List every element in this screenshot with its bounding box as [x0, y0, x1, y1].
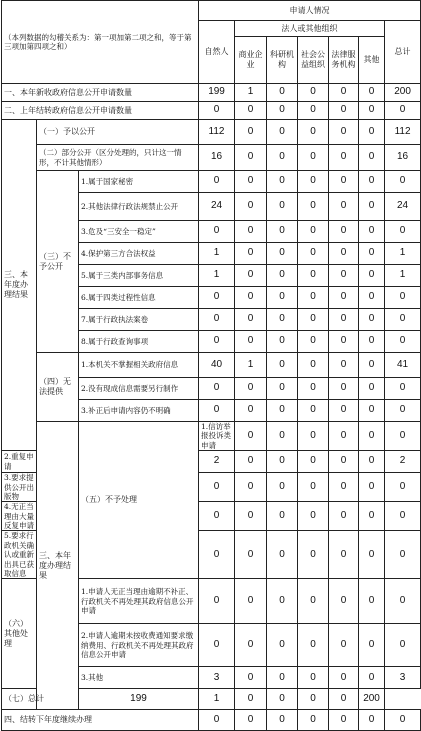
research-value: 0 — [235, 689, 267, 710]
social-value: 0 — [298, 353, 329, 378]
other-value: 0 — [359, 243, 385, 265]
social-value: 0 — [298, 473, 329, 502]
item-label: 3.补正后申请内容仍不明确 — [79, 400, 199, 422]
item-label: 1.属于国家秘密 — [79, 171, 199, 193]
other-value: 0 — [359, 102, 385, 120]
research-value: 0 — [267, 171, 298, 193]
research-value: 0 — [267, 473, 298, 502]
legal-service-value: 0 — [359, 422, 385, 451]
other-value: 0 — [359, 120, 385, 145]
group-label: （五）不予处理 — [79, 422, 199, 579]
social-value: 0 — [267, 689, 298, 710]
natural-value: 40 — [199, 353, 235, 378]
legal-service-value: 0 — [329, 145, 359, 171]
natural-value: 0 — [199, 309, 235, 331]
commercial-value: 0 — [235, 400, 267, 422]
commercial-value: 0 — [235, 171, 267, 193]
natural-value: 0 — [199, 579, 235, 624]
total-value: 0 — [385, 400, 421, 422]
item-label: 1.申请人无正当理由逾期不补正、行政机关不再处理其政府信息公开申请 — [79, 579, 199, 624]
group-label: （六）其他处理 — [2, 579, 37, 689]
total-value: 16 — [385, 145, 421, 171]
total-value: 112 — [385, 120, 421, 145]
other-value: 0 — [359, 353, 385, 378]
legal-service-value: 0 — [329, 667, 359, 689]
legal-service-value: 0 — [329, 378, 359, 400]
total-value: 0 — [385, 502, 421, 531]
total-value: 0 — [385, 710, 421, 731]
item-label: 2.申请人逾期未按收费通知要求缴纳费用、行政机关不再处理其政府信息公开申请 — [79, 624, 199, 667]
total-value: 0 — [385, 624, 421, 667]
table-row — [2, 710, 421, 731]
natural-value: 199 — [79, 689, 199, 710]
other-value: 0 — [359, 667, 385, 689]
other-value: 0 — [359, 84, 385, 102]
other-header: 其他 — [359, 37, 385, 84]
legal-service-value: 0 — [329, 579, 359, 624]
legal-service-value: 0 — [329, 400, 359, 422]
social-value: 0 — [298, 84, 329, 102]
social-value: 0 — [298, 243, 329, 265]
research-value: 0 — [267, 579, 298, 624]
social-header: 社会公益组织 — [298, 37, 329, 84]
research-value: 0 — [267, 451, 298, 473]
other-value: 0 — [359, 378, 385, 400]
commercial-value: 1 — [235, 84, 267, 102]
legal-service-value: 0 — [329, 84, 359, 102]
commercial-value: 0 — [235, 667, 267, 689]
other-value: 0 — [359, 331, 385, 353]
social-value: 0 — [298, 502, 329, 531]
commercial-value: 0 — [235, 120, 267, 145]
research-value: 0 — [267, 624, 298, 667]
commercial-value: 0 — [235, 221, 267, 243]
natural-value: 0 — [199, 624, 235, 667]
legal-service-value: 0 — [329, 120, 359, 145]
row-label: 四、结转下年度继续办理 — [2, 710, 199, 731]
total-value: 41 — [385, 353, 421, 378]
other-value: 0 — [359, 531, 385, 579]
item-label: 6.属于四类过程性信息 — [79, 287, 199, 309]
commercial-value: 0 — [235, 309, 267, 331]
research-value: 0 — [267, 531, 298, 579]
legal-service-value: 0 — [329, 171, 359, 193]
relation-note: （本列数据的勾稽关系为：第一项加第二项之和，等于第三项加第四项之和） — [2, 1, 199, 84]
social-value: 0 — [298, 102, 329, 120]
total-value: 0 — [385, 473, 421, 502]
commercial-value: 0 — [235, 287, 267, 309]
natural-value: 0 — [235, 422, 267, 451]
research-value: 0 — [267, 243, 298, 265]
other-value: 0 — [385, 422, 421, 451]
research-value: 0 — [267, 221, 298, 243]
legal-service-value: 0 — [329, 287, 359, 309]
other-value: 0 — [359, 473, 385, 502]
natural-value: 1 — [199, 243, 235, 265]
table-row — [2, 84, 421, 102]
commercial-value: 0 — [235, 473, 267, 502]
item-label: 1.本机关不掌握相关政府信息 — [79, 353, 199, 378]
total-value: 1 — [385, 243, 421, 265]
natural-value: 0 — [199, 221, 235, 243]
research-value: 0 — [267, 378, 298, 400]
legal-service-value: 0 — [329, 331, 359, 353]
social-value: 0 — [329, 422, 359, 451]
other-value: 0 — [359, 579, 385, 624]
legal-service-value: 0 — [329, 531, 359, 579]
other-value: 0 — [359, 221, 385, 243]
other-value: 0 — [359, 400, 385, 422]
social-value: 0 — [298, 378, 329, 400]
row-label: （一）予以公开 — [37, 120, 199, 145]
legal-service-value: 0 — [329, 353, 359, 378]
natural-value: 0 — [199, 400, 235, 422]
research-value: 0 — [298, 422, 329, 451]
other-value: 0 — [359, 193, 385, 221]
social-value: 0 — [298, 400, 329, 422]
commercial-value: 0 — [235, 331, 267, 353]
research-value: 0 — [267, 102, 298, 120]
research-header: 科研机构 — [267, 37, 298, 84]
legal-service-value: 0 — [329, 473, 359, 502]
item-label: 4.保护第三方合法权益 — [79, 243, 199, 265]
row-label: 二、上年结转政府信息公开申请数量 — [2, 102, 199, 120]
other-value: 0 — [359, 624, 385, 667]
commercial-value: 0 — [235, 579, 267, 624]
total-value: 0 — [385, 531, 421, 579]
table-row — [2, 171, 421, 193]
legal-service-value: 0 — [329, 265, 359, 287]
research-value: 0 — [267, 145, 298, 171]
total-value: 0 — [385, 287, 421, 309]
social-value: 0 — [298, 331, 329, 353]
other-value: 0 — [359, 710, 385, 731]
commercial-value: 0 — [235, 624, 267, 667]
item-label: 1.信访举报投诉类申请 — [199, 422, 235, 451]
legal-service-value: 0 — [329, 710, 359, 731]
total-value: 0 — [385, 102, 421, 120]
item-label: 3.要求提供公开出版物 — [2, 473, 37, 502]
commercial-value: 0 — [235, 102, 267, 120]
research-value: 0 — [267, 193, 298, 221]
table-row — [2, 120, 421, 145]
item-label: 3.危及“三安全一稳定” — [79, 221, 199, 243]
natural-value: 0 — [199, 531, 235, 579]
research-value: 0 — [267, 710, 298, 731]
commercial-value: 0 — [235, 451, 267, 473]
total-value: 0 — [385, 378, 421, 400]
legal-service-value: 0 — [298, 689, 329, 710]
table-row — [2, 102, 421, 120]
other-value: 0 — [359, 502, 385, 531]
social-value: 0 — [298, 579, 329, 624]
natural-value: 112 — [199, 120, 235, 145]
other-value: 0 — [359, 265, 385, 287]
research-value: 0 — [267, 120, 298, 145]
commercial-value: 0 — [235, 265, 267, 287]
natural-value: 1 — [199, 265, 235, 287]
total-value: 0 — [385, 221, 421, 243]
item-label: 2.没有现成信息需要另行制作 — [79, 378, 199, 400]
natural-value: 16 — [199, 145, 235, 171]
legal-service-value: 0 — [329, 624, 359, 667]
commercial-value: 0 — [235, 193, 267, 221]
group-label: （三）不予公开 — [37, 171, 79, 353]
total-value: 200 — [385, 84, 421, 102]
other-value: 0 — [359, 287, 385, 309]
research-value: 0 — [267, 400, 298, 422]
item-label: 5.属于三类内部事务信息 — [79, 265, 199, 287]
research-value: 0 — [267, 502, 298, 531]
commercial-value: 1 — [199, 689, 235, 710]
commercial-value: 0 — [235, 502, 267, 531]
social-value: 0 — [298, 667, 329, 689]
row-label: （七）总计 — [2, 689, 79, 710]
research-value: 0 — [267, 667, 298, 689]
other-value: 0 — [359, 309, 385, 331]
social-value: 0 — [298, 120, 329, 145]
commercial-value: 0 — [235, 378, 267, 400]
section-label: 三、本年度办理结果 — [2, 120, 37, 451]
legal-service-value: 0 — [329, 243, 359, 265]
commercial-header: 商业企业 — [235, 37, 267, 84]
legal-service-value: 0 — [329, 502, 359, 531]
item-label: 2.其他法律行政法规禁止公开 — [79, 193, 199, 221]
research-value: 0 — [267, 287, 298, 309]
table-row — [2, 422, 421, 451]
other-value: 0 — [359, 145, 385, 171]
total-value: 0 — [385, 579, 421, 624]
total-header: 总计 — [385, 21, 421, 84]
research-value: 0 — [267, 84, 298, 102]
header-row-1 — [2, 1, 421, 21]
total-value: 3 — [385, 667, 421, 689]
social-value: 0 — [298, 265, 329, 287]
social-value: 0 — [298, 145, 329, 171]
research-value: 0 — [267, 331, 298, 353]
item-label: 8.属于行政查询事项 — [79, 331, 199, 353]
natural-value: 0 — [199, 502, 235, 531]
legal-org-header: 法人或其他组织 — [235, 21, 385, 37]
natural-value: 24 — [199, 193, 235, 221]
total-value: 0 — [385, 309, 421, 331]
total-value: 2 — [385, 451, 421, 473]
natural-value: 3 — [199, 667, 235, 689]
social-value: 0 — [298, 624, 329, 667]
natural-value: 0 — [199, 102, 235, 120]
commercial-value: 0 — [235, 243, 267, 265]
total-value: 1 — [385, 265, 421, 287]
section-label: 三、本年度办理结果 — [37, 422, 79, 710]
research-value: 0 — [267, 265, 298, 287]
table-row — [2, 689, 421, 710]
item-label: 5.要求行政机关确认或重新出具已获取信息 — [2, 531, 37, 579]
legal-service-value: 0 — [329, 309, 359, 331]
commercial-value: 0 — [267, 422, 298, 451]
natural-value: 0 — [199, 710, 235, 731]
social-value: 0 — [298, 287, 329, 309]
legal-service-value: 0 — [329, 451, 359, 473]
social-value: 0 — [298, 221, 329, 243]
table-row — [2, 353, 421, 378]
item-label: 3.其他 — [79, 667, 199, 689]
legal-service-value: 0 — [329, 221, 359, 243]
natural-value: 199 — [199, 84, 235, 102]
social-value: 0 — [298, 710, 329, 731]
commercial-value: 0 — [235, 531, 267, 579]
legal-service-header: 法律服务机构 — [329, 37, 359, 84]
natural-value: 2 — [199, 451, 235, 473]
table-row — [2, 145, 421, 171]
commercial-value: 0 — [235, 145, 267, 171]
item-label: 7.属于行政执法案卷 — [79, 309, 199, 331]
item-label: 4.无正当理由大量反复申请 — [2, 502, 37, 531]
commercial-value: 0 — [235, 710, 267, 731]
natural-person-header: 自然人 — [199, 21, 235, 84]
total-value: 0 — [385, 171, 421, 193]
row-label: 一、本年新收政府信息公开申请数量 — [2, 84, 199, 102]
commercial-value: 1 — [235, 353, 267, 378]
social-value: 0 — [298, 171, 329, 193]
research-value: 0 — [267, 309, 298, 331]
research-value: 0 — [267, 353, 298, 378]
total-value: 24 — [385, 193, 421, 221]
disclosure-statistics-table — [1, 0, 421, 731]
natural-value: 0 — [199, 473, 235, 502]
total-value: 200 — [359, 689, 385, 710]
social-value: 0 — [298, 193, 329, 221]
total-value: 0 — [385, 331, 421, 353]
social-value: 0 — [298, 531, 329, 579]
group-label: （四）无法提供 — [37, 353, 79, 422]
row-label: （二）部分公开（区分处理的，只计这一情形，不计其他情形） — [37, 145, 199, 171]
social-value: 0 — [298, 309, 329, 331]
applicant-header: 申请人情况 — [199, 1, 421, 21]
legal-service-value: 0 — [329, 102, 359, 120]
social-value: 0 — [298, 451, 329, 473]
item-label: 2.重复申请 — [2, 451, 37, 473]
natural-value: 0 — [199, 378, 235, 400]
other-value: 0 — [359, 451, 385, 473]
natural-value: 0 — [199, 287, 235, 309]
other-value: 0 — [359, 171, 385, 193]
natural-value: 0 — [199, 331, 235, 353]
legal-service-value: 0 — [329, 193, 359, 221]
natural-value: 0 — [199, 171, 235, 193]
other-value: 0 — [329, 689, 359, 710]
